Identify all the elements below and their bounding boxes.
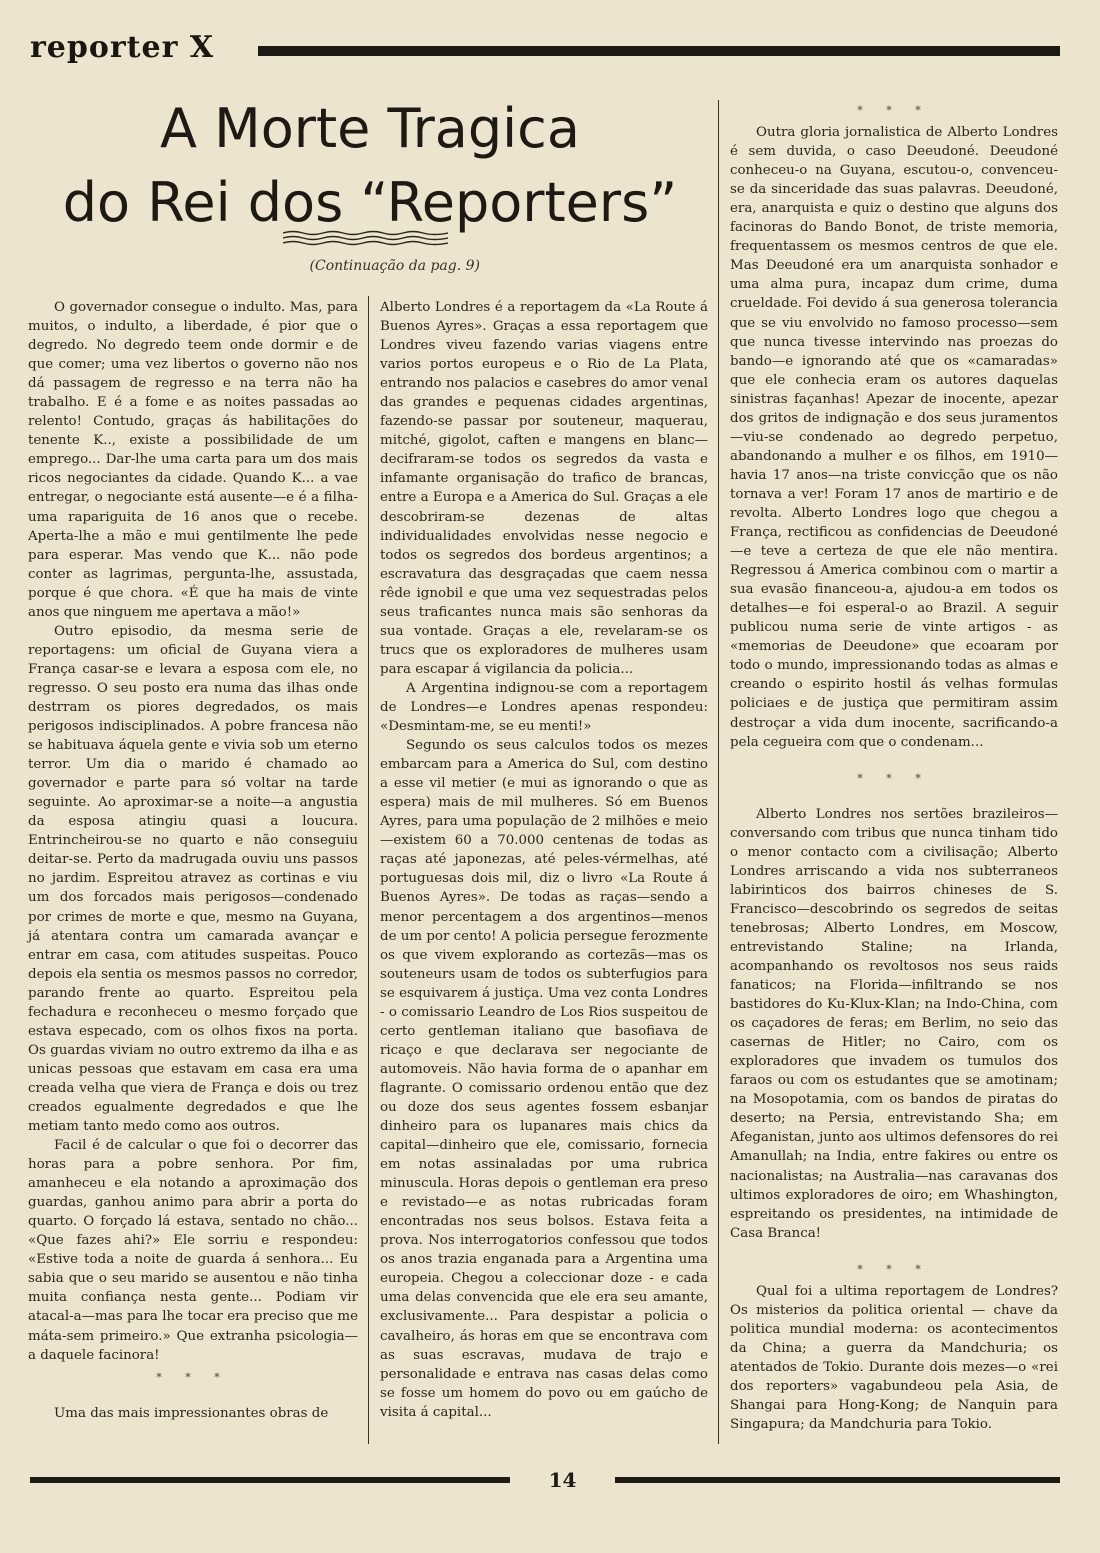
section-separator: * * * [156,1370,230,1384]
paragraph: O governador consegue o indulto. Mas, para muitos, o indulto, a liberdade, é pior que o degredo. No degredo teem onde dormir e de que comer; uma vez libertos o governo não nos dá passagem de regresso e na terra não ha trabalho. E é a fome e as noites passadas ao relento! Contudo, graças ás habilitações do tenente K.., existe a possibilidade de um emprego... Dar-lhe uma carta para um dos mais ricos negociantes da cidade. Quando K... a vae entregar, o negociante está ausente—e é a filha-uma rapariguita de 16 anos que o recebe. Aperta-lhe a mão e mui gentilmente lhe pede para esperar. Mas vendo que K... não pode conter as lagrimas, pergunta-lhe, assustada, porque é que chora. «É que ha mais de vinte anos que ninguem me apertava a mão!» [28,300,358,620]
column-rule-1 [368,296,369,1444]
continuation-note: (Continuação da pag. 9) [309,258,480,274]
article-title [30,92,710,240]
footer-rule-right [615,1477,1060,1483]
column-2 [380,298,708,1422]
section-separator: * * * [857,1262,931,1276]
paragraph: A Argentina indignou-se com a reportagem de Londres—e Londres apenas respondeu: «Desmintam-me, se eu menti!» [380,680,708,735]
footer-rule-left [30,1477,510,1483]
page-number: 14 [548,1468,577,1492]
paragraph: Alberto Londres é a reportagem da «La Route á Buenos Ayres». Graças a essa reportagem que Londres viveu fazendo varias viagens entre varios portos europeus e o Rio de La Plata, entrando nos palacios e casebres do amor venal das grandes e pequenas cidades argentinas, fazendo-se passar por souteneur, maquerau, mitché, gigolot, caften e mangens en blanc—decifraram-se todos os segredos da vasta e infamante organisação do trafico de brancas, entre a Europa e a America do Sul. Graças a ele descobriram-se dezenas de altas individualidades envolvidas nesse negocio e todos os segredos dos bordeus argentinos; a escravatura das desgraçadas que caem nessa rêde ignobil e que uma vez sequestradas pelos seus traficantes nunca mais são senhoras da sua vontade. Graças a ele, revelaram-se os trucs que os exploradores de mulheres usam para escapar á vigilancia da policia... [380,300,708,677]
page-footer [30,1468,1060,1498]
paragraph: Facil é de calcular o que foi o decorrer das horas para a pobre senhora. Por fim, amanheceu e ela notando a aproximação dos guardas, ganhou animo para abrir a porta do quarto. O forçado lá estava, sentado no chão... «Que fazes ahi?» Ele sorriu e respondeu: «Estive toda a noite de guarda á senhora... Eu sabia que o seu marido se ausentou e não tinha muita confiança nesta gente... Podiam vir atacal-a—mas para lhe tocar era preciso que me máta-sem primeiro.» Que extranha psicologia—a daquele facinora! [28,1138,358,1363]
paragraph: Outro episodio, da mesma serie de reportagens: um oficial de Guyana viera a França casar-se e levara a esposa com ele, no regresso. O seu posto era numa das ilhas onde destrram os piores degredados, os mais perigosos indisciplinados. A pobre francesa não se habituava áquela gente e vivia sob um eterno terror. Um dia o marido é chamado ao governador e parte para só voltar na tarde seguinte. Ao aproximar-se a noite—a angustia da esposa atingiu quasi a loucura. Entrincheirou-se no quarto e não conseguiu deitar-se. Perto da madrugada ouviu uns passos no jardim. Espreitou atravez as cortinas e viu um dos forcados mais perigosos—condenado por crimes de morte e que, mesmo na Guyana, já atentara contra um camarada avançar e entrar em casa, com atitudes suspeitas. Pouco depois ela sentia os mesmos passos no corredor, parando frente ao quarto. Espreitou pela fechadura e reconheceu o mesmo forçado que estava especado, com os olhos fixos na porta. Os guardas viviam no outro extremo da ilha e as unicas pessoas que estavam em casa era uma creada velha que viera de França e dois ou trez creados egualmente degredados e que lhe metiam tanto medo como aos outros. [28,623,358,1135]
paragraph: Segundo os seus calculos todos os mezes embarcam para a America do Sul, com destino a esse vil metier (e mui as ignorando o que as espera) mais de mil mulheres. Só em Buenos Ayres, para uma população de 2 milhões e meio—existem 60 a 70.000 centenas de todas as raças até japonezas, até peles-vérmelhas, até portuguesas dois mil, diz o livro «La Route á Buenos Ayres». De todas as raças—sendo a menor percentagem a dos argentinos—menos de um por cento! A policia persegue ferozmente os que vivem explorando as cortezãs—mas os souteneurs usam de todos os subterfugios para se esquivarem á justiça. Uma vez conta Londres - o comissario Leandro de Los Rios suspeitou de certo gentleman italiano que basofiava de ricaço e que declarava ser negociante de automoveis. Não havia forma de o apanhar em flagrante. O comissario ordenou então que dez ou doze dos seus agentes fossem esbanjar dinheiro para os lupanares mais chics da capital—dinheiro que ele, comissario, fornecia em notas assinaladas por uma rubrica minuscula. Horas depois o gentleman era preso e revistado—e as notas rubricadas foram encontradas nos seus bolsos. Estava feita a prova. Nos interrogatorios confessou que todos os anos trazia enganada para a Argentina uma europeia. Chegou a coleccionar doze - e cada uma delas convencida que ele era seu amante, exclusivamente... Para despistar a policia o cavalheiro, ás horas em que se encontrava com as suas escravas, mudava de trajo e personalidade e entrava nas casas delas como se fosse um homem do povo ou em gaúcho de visita á capital... [380,738,708,1420]
section-separator: * * * [857,104,931,117]
paragraph: Uma das mais impressionantes obras de [54,1405,329,1421]
column-3 [730,98,1058,1434]
paragraph: Qual foi a ultima reportagem de Londres? Os misterios da politica oriental — chave da politica mundial moderna: os acontecimentos da China; a guerra da Mandchuria; os atentados de Tokio. Durante dois mezes—o «rei dos reporters» vagabundeou pela Asia, de Shangai para Hong-Kong; de Nanquin para Singapura; da Mandchuria para Tokio. [730,1283,1058,1433]
title-line-1: A Morte Tragica [160,97,580,160]
paragraph: Outra gloria jornalistica de Alberto Londres é sem duvida, o caso Deeudoné. Deeudoné conheceu-o na Guyana, escutou-o, convenceu-se da sinceridade das suas palavras. Deeudoné, era, anarquista e quiz o destino que alguns dos facinoras do Bando Bonot, de triste memoria, frequentassem os mesmos centros de que ele. Mas Deeudoné era um anarquista sonhador e uma alma pura, incapaz dum crime, duma crueldade. Foi devido á sua generosa tolerancia que se viu envolvido no famoso processo—sem que nunca tivesse intervindo nas proezas do bando—e ignorando até que os «camaradas» que ele conhecia eram os autores daquelas sinistras façanhas! Apezar de inocente, apezar dos gritos de indignação e dos seus juramentos—viu-se condenado ao degredo perpetuo, abandonando a mulher e os filhos, em 1910—havia 17 anos—na triste convicção que os não tornava a ver! Foram 17 anos de martirio e de revolta. Alberto Londres logo que chegou a França, rectificou as confidencias de Deeudoné—e teve a certeza de que ele não mentira. Regressou á America combinou com o martir a sua evasão financeou-a, ajudou-a em todos os detalhes—e foi esperal-o ao Brazil. A seguir publicou numa serie de vinte artigos - as «memorias de Deeudone» que ecoaram por todo o mundo, impressionando todas as almas e creando o espirito hostil ás velhas formulas policiaes e de justiça que permitiram assim destroçar a vida dum inocente, sacrificando-a pela cegueira com que o condenam... [730,125,1058,750]
title-ornament [283,230,448,246]
title-line-2: do Rei dos “Reporters” [62,171,678,234]
column-rule-2 [718,100,719,1444]
magazine-name: reporter X [30,30,215,65]
masthead-rule [258,46,1060,56]
paragraph: Alberto Londres nos sertões brazileiros—conversando com tribus que nunca tinham tido o menor contacto com a civilisação; Alberto Londres arriscando a vida nos subterraneos labirinticos dos bairros chineses de S. Francisco—descobrindo os segredos de seitas tenebrosas; Alberto Londres, em Moscow, entrevistando Staline; na Irlanda, acompanhando os revoltosos nos seus raids fanaticos; na Florida—infiltrando se nos bastidores do Ku-Klux-Klan; na Indo-China, com os caçadores de feras; em Berlim, no seio das casernas de Hitler; no Cairo, com os exploradores que invadem os tumulos dos faraos ou com os estudantes que se amotinam; na Mosopotamia, com os bandos de piratas do deserto; na Persia, entrevistando Sha; em Afeganistan, junto aos ultimos defensores do rei Amanullah; na India, entre fakires ou entre os nacionalistas; na Australia—nas caravanas dos ultimos exploradores de oiro; em Whashington, espreitando os presidentes, na intimidade de Casa Branca! [730,806,1058,1241]
column-1 [28,298,358,1423]
masthead [30,30,1060,70]
section-separator: * * * [857,771,931,785]
